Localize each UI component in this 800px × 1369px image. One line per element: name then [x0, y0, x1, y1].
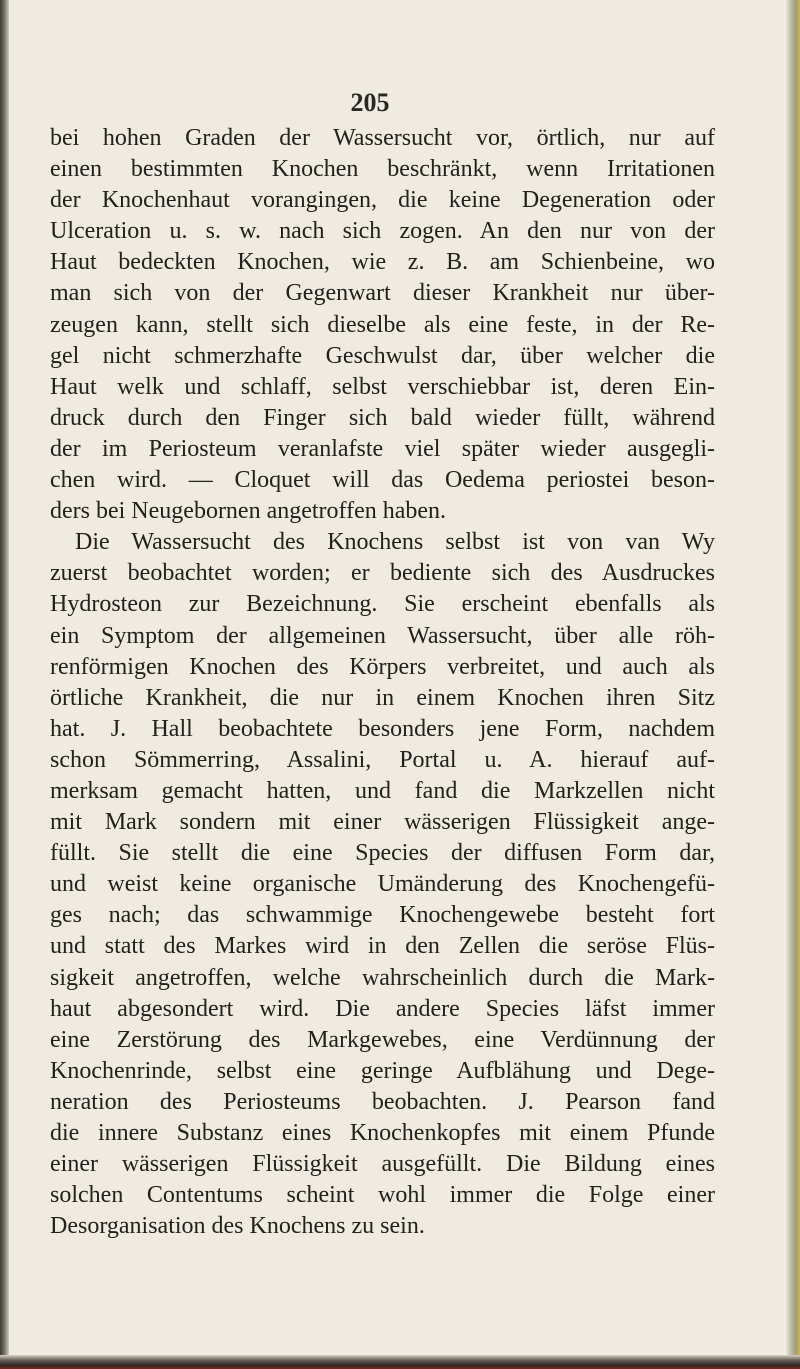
page-bottom-edge — [0, 1355, 800, 1369]
text-line: und weist keine organische Umänderung des Knochengefü- — [50, 871, 715, 898]
text-line: druck durch den Finger sich bald wieder füllt, während — [50, 404, 715, 431]
text-line: Haut welk und schlaff, selbst verschiebbar ist, deren Ein- — [50, 373, 715, 400]
text-line: Die Wassersucht des Knochens selbst ist von van Wy — [75, 529, 715, 556]
page-number: 205 — [350, 88, 390, 117]
body-text — [50, 123, 715, 1242]
text-line: füllt. Sie stellt die eine Species der diffusen Form dar, — [50, 840, 715, 867]
text-line: eine Zerstörung des Markgewebes, eine Verdünnung der — [50, 1026, 715, 1053]
text-line: solchen Contentums scheint wohl immer die Folge einer — [50, 1182, 715, 1209]
page-right-edge — [786, 0, 800, 1369]
text-line: Knochenrinde, selbst eine geringe Aufblähung und Dege- — [50, 1057, 715, 1084]
text-line: sigkeit angetroffen, welche wahrscheinlich durch die Mark- — [50, 964, 715, 991]
text-line: zeugen kann, stellt sich dieselbe als eine feste, in der Re- — [50, 311, 715, 338]
text-line: mit Mark sondern mit einer wässerigen Flüssigkeit ange- — [50, 809, 715, 836]
text-line: hat. J. Hall beobachtete besonders jene Form, nachdem — [50, 715, 715, 742]
text-line: ein Symptom der allgemeinen Wassersucht, über alle röh- — [50, 622, 715, 649]
text-line: renförmigen Knochen des Körpers verbreitet, und auch als — [50, 653, 715, 680]
text-line: ders bei Neugebornen angetroffen haben. — [50, 498, 447, 525]
text-line: der Knochenhaut vorangingen, die keine Degeneration oder — [50, 187, 715, 214]
text-line: schon Sömmerring, Assalini, Portal u. A. hierauf auf- — [50, 746, 715, 773]
text-line: ges nach; das schwammige Knochengewebe besteht fort — [50, 902, 715, 929]
text-line: haut abgesondert wird. Die andere Species läfst immer — [50, 995, 715, 1022]
text-line: der im Periosteum veranlafste viel später wieder ausgegli- — [50, 435, 715, 462]
text-line: Ulceration u. s. w. nach sich zogen. An den nur von der — [50, 218, 715, 245]
text-line: einen bestimmten Knochen beschränkt, wenn Irritationen — [50, 156, 715, 183]
text-line: und statt des Markes wird in den Zellen die seröse Flüs- — [50, 933, 715, 960]
text-line: Haut bedeckten Knochen, wie z. B. am Schienbeine, wo — [50, 249, 715, 276]
text-line: chen wird. — Cloquet will das Oedema periostei beson- — [50, 467, 715, 494]
text-line: merksam gemacht hatten, und fand die Markzellen nicht — [50, 777, 715, 804]
text-line: zuerst beobachtet worden; er bediente sich des Ausdruckes — [50, 560, 715, 587]
text-line: einer wässerigen Flüssigkeit ausgefüllt. Die Bildung eines — [50, 1151, 715, 1178]
text-line: örtliche Krankheit, die nur in einem Knochen ihren Sitz — [50, 684, 715, 711]
text-line: Desorganisation des Knochens zu sein. — [50, 1213, 425, 1240]
text-line: bei hohen Graden der Wassersucht vor, örtlich, nur auf — [50, 125, 715, 151]
text-line: Hydrosteon zur Bezeichnung. Sie erscheint ebenfalls als — [50, 591, 715, 618]
text-line: die innere Substanz eines Knochenkopfes mit einem Pfunde — [50, 1120, 715, 1146]
page-left-edge — [0, 0, 9, 1369]
text-line: gel nicht schmerzhafte Geschwulst dar, über welcher die — [50, 342, 715, 369]
text-line: neration des Periosteums beobachten. J. Pearson fand — [50, 1088, 715, 1115]
text-line: man sich von der Gegenwart dieser Krankheit nur über- — [50, 280, 715, 307]
